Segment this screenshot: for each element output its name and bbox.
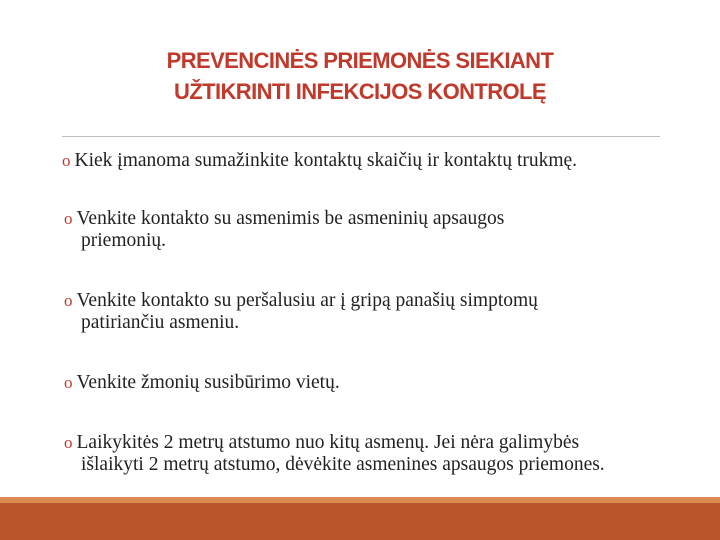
bullet-item-3-text: Venkite kontakto su peršalusiu ar į gripą panašių simptomų <box>76 290 538 311</box>
bullet-item-1-text: Kiek įmanoma sumažinkite kontaktų skaičių ir kontaktų trukmę. <box>74 150 578 171</box>
bullet-item-2-text: Venkite kontakto su asmenimis be asmeninių apsaugos <box>76 208 505 229</box>
bullet-item-1-line-1 <box>62 150 577 172</box>
bullet-item-4 <box>64 372 340 394</box>
bullet-item-2-line-2: priemonių. <box>81 230 167 251</box>
bullet-item-3-line-1 <box>64 290 538 312</box>
slide-title-line-1: PREVENCINĖS PRIEMONĖS SIEKIANT <box>166 47 554 73</box>
bullet-item-4-line-1 <box>64 372 340 394</box>
bullet-item-5-text: Laikykitės 2 metrų atstumo nuo kitų asmenų. Jei nėra galimybės <box>76 432 580 453</box>
bottom-accent-highlight <box>0 497 720 503</box>
bullet-item-5-line-1 <box>64 432 605 454</box>
bullet-marker: o <box>64 209 73 228</box>
bullet-marker: o <box>64 373 73 392</box>
bullet-item-4-text: Venkite žmonių susibūrimo vietų. <box>76 372 340 393</box>
bullet-item-5 <box>64 432 605 476</box>
bullet-item-2 <box>64 208 504 252</box>
bullet-marker: o <box>64 433 73 452</box>
bottom-accent-band <box>0 497 720 540</box>
bullet-item-5-line-2: išlaikyti 2 metrų atstumo, dėvėkite asmenines apsaugos priemones. <box>81 454 605 475</box>
slide-title-line-2: UŽTIKRINTI INFEKCIJOS KONTROLĘ <box>174 78 546 104</box>
bullet-item-1 <box>62 150 577 172</box>
bullet-marker: o <box>64 291 73 310</box>
bullet-item-2-line-1 <box>64 208 504 230</box>
bullet-marker: o <box>62 151 71 170</box>
bullet-item-3 <box>64 290 538 334</box>
bullet-item-3-line-2: patiriančiu asmeniu. <box>81 312 240 333</box>
